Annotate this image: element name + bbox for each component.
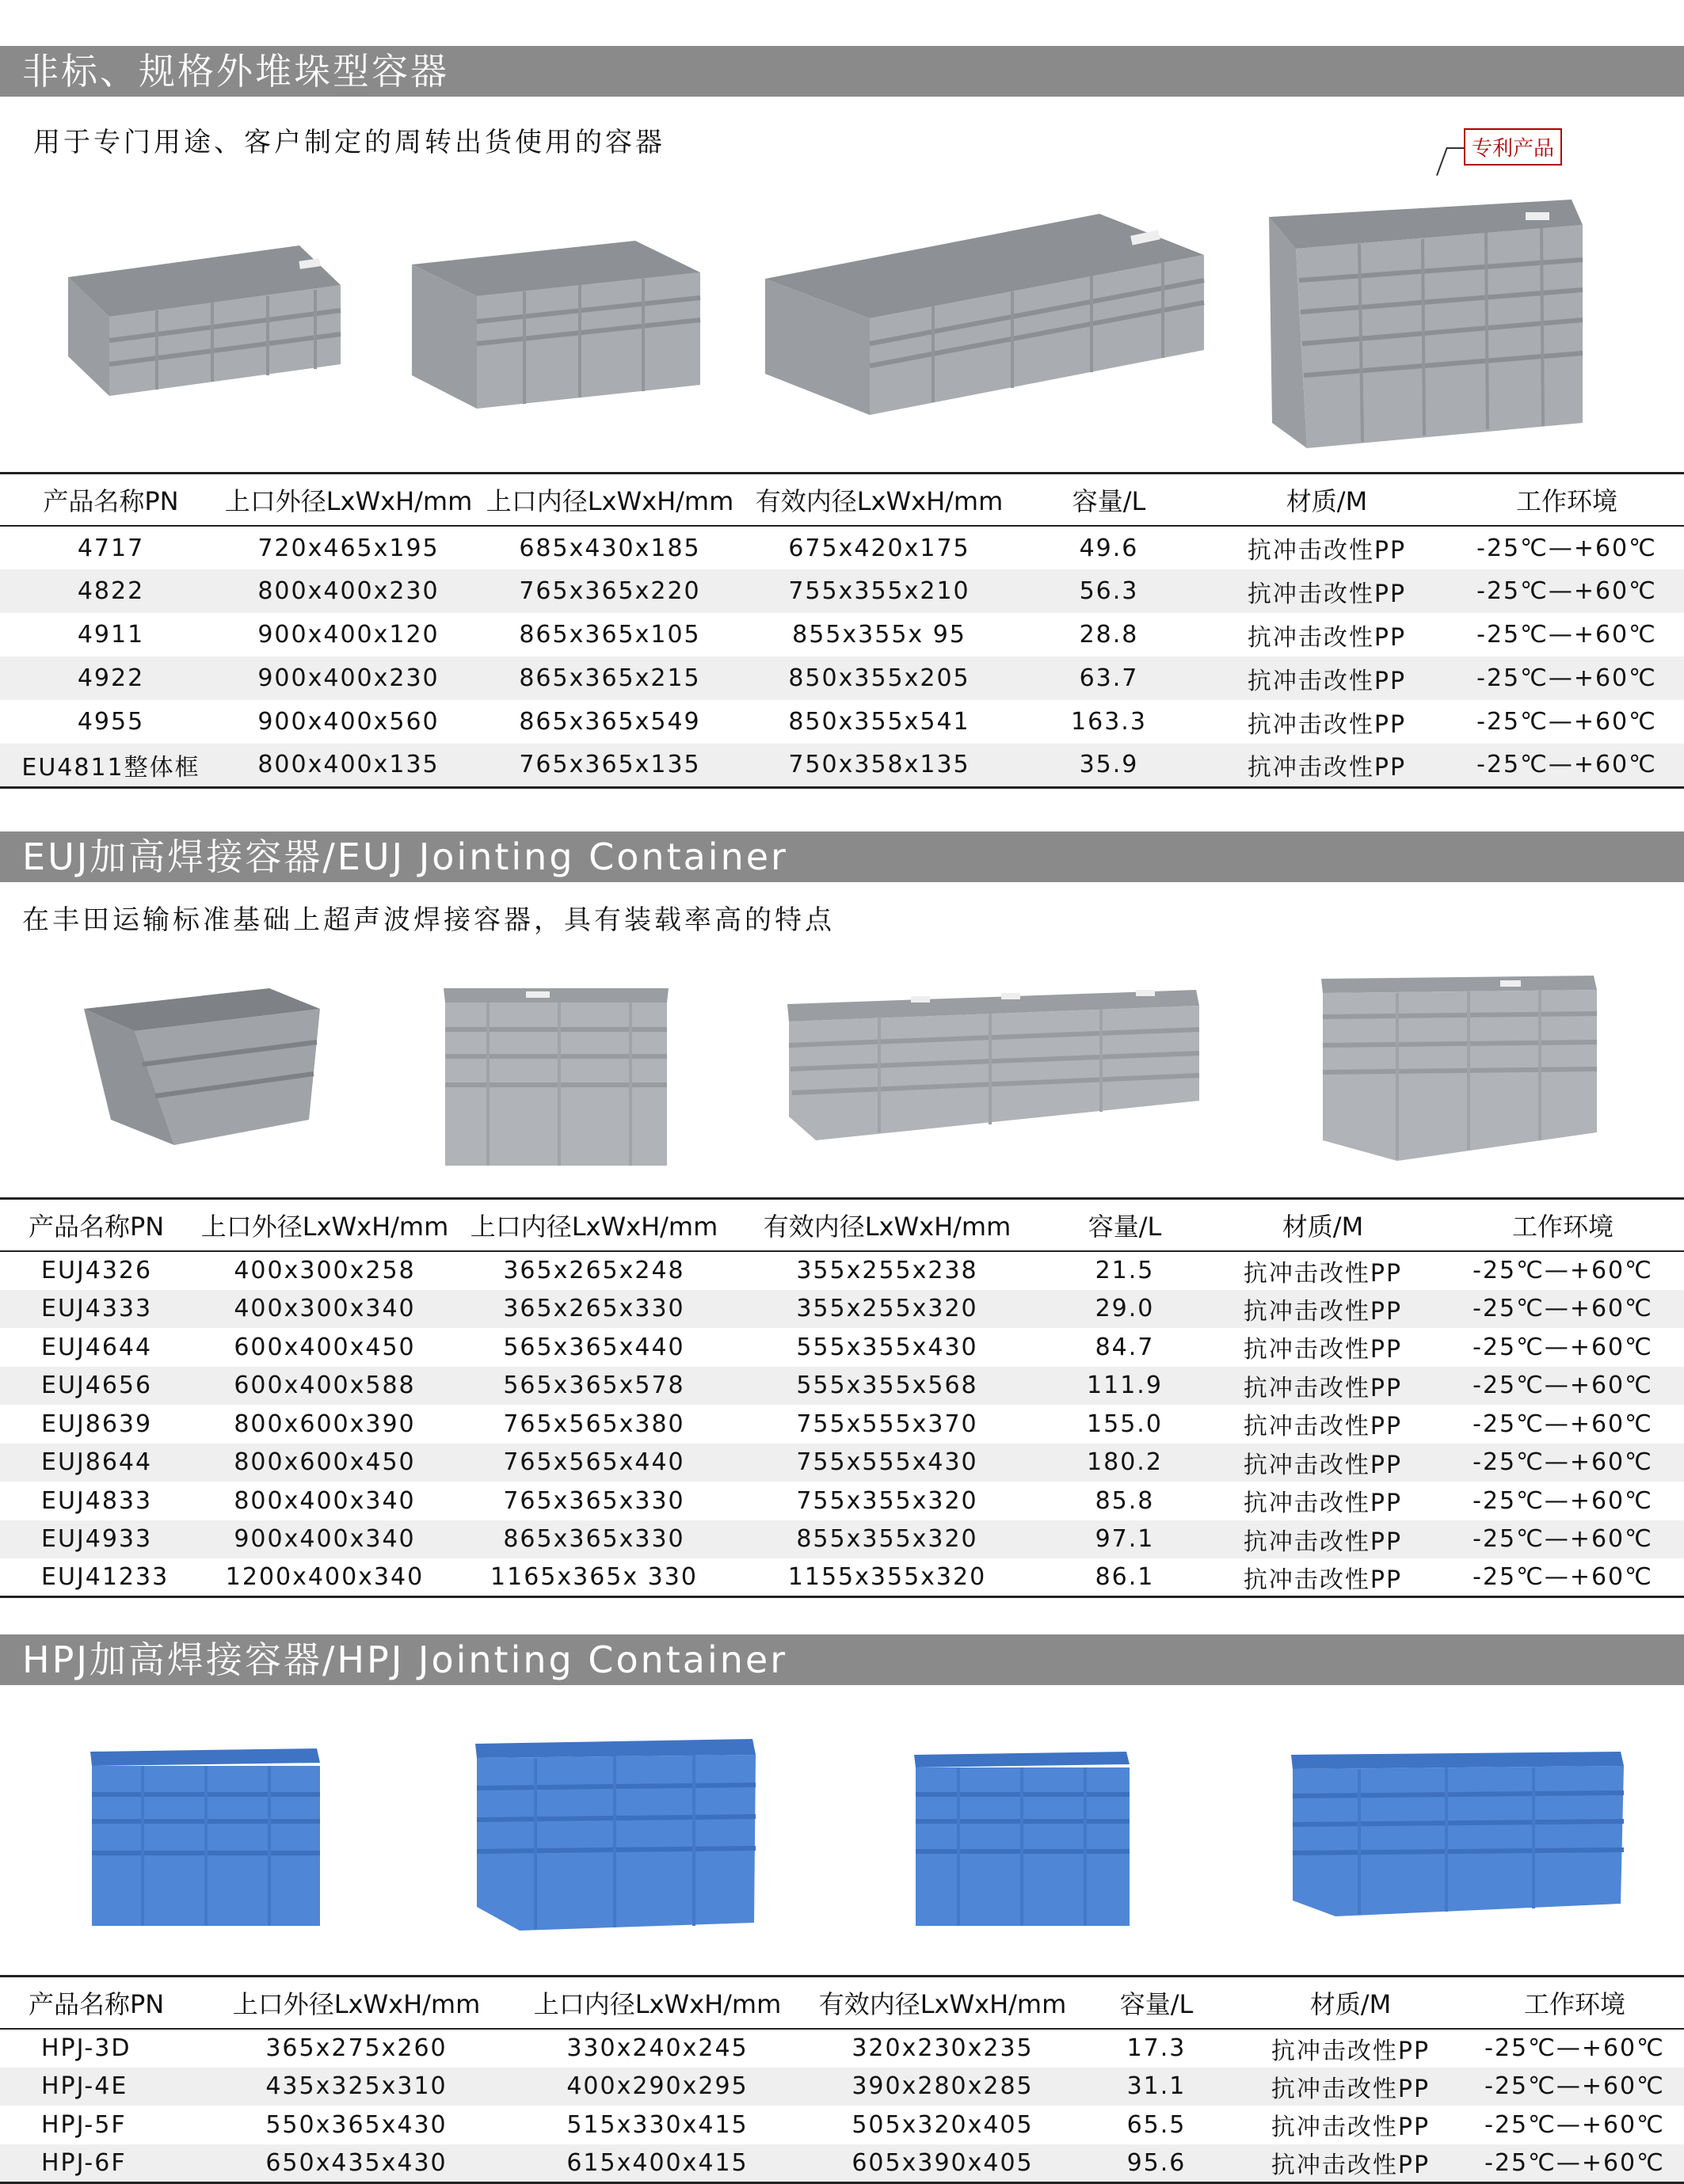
col-header-capacity: 容量/L [1077, 1977, 1236, 2030]
cell-capacity: 31.1 [1077, 2068, 1236, 2106]
cell-outer: 800x600x450 [190, 1444, 459, 1482]
col-header-effective: 有效内径LxWxH/mm [808, 1977, 1077, 2030]
cell-inner: 765x365x135 [475, 744, 745, 787]
cell-inner: 765x365x220 [475, 569, 745, 613]
cell-inner: 615x400x415 [507, 2144, 808, 2183]
cell-effective: 555x355x568 [729, 1367, 1046, 1406]
cell-outer: 800x400x230 [222, 569, 475, 613]
cell-pn: EUJ4644 [41, 1333, 153, 1361]
cell-pn: 4922 [0, 656, 222, 700]
spec-table-hpj [0, 1975, 1684, 2184]
section-subtitle-euj: 在丰田运输标准基础上超声波焊接容器，具有装载率高的特点 [22, 904, 835, 936]
cell-material: 抗冲击改性PP [1243, 1490, 1403, 1518]
cell-pn: EUJ4933 [0, 1520, 190, 1559]
cell-pn: EUJ8639 [41, 1410, 153, 1438]
cell-effective: 555x355x430 [796, 1333, 978, 1361]
cell-material: 抗冲击改性PP [1204, 1290, 1442, 1329]
spec-table-euj [0, 1197, 1684, 1598]
crate-image-hpj-3d [87, 1742, 325, 1932]
col-header-inner: 上口内径LxWxH/mm [475, 474, 745, 527]
patent-tag: 专利产品 [1464, 128, 1562, 166]
cell-outer: 900x400x560 [257, 708, 440, 736]
cell-inner: 865x365x215 [475, 656, 745, 700]
cell-environment: -25℃—+60℃ [1473, 1257, 1653, 1285]
cell-effective: 675x420x175 [788, 534, 970, 562]
col-header-inner: 上口内径LxWxH/mm [507, 1977, 808, 2030]
cell-capacity: 28.8 [1079, 621, 1139, 649]
cell-environment: -25℃—+60℃ [1465, 2068, 1684, 2106]
cell-inner: 765x365x330 [503, 1486, 685, 1515]
cell-material: 抗冲击改性PP [1204, 1444, 1442, 1482]
photo-row-euj [0, 950, 1684, 1204]
cell-capacity: 65.5 [1126, 2110, 1187, 2139]
cell-effective: 355x255x320 [729, 1290, 1046, 1329]
cell-environment: -25℃—+60℃ [1476, 708, 1657, 736]
cell-capacity: 86.1 [1046, 1558, 1204, 1597]
cell-material: 抗冲击改性PP [1204, 1558, 1442, 1597]
cell-material: 抗冲击改性PP [1243, 1259, 1403, 1288]
cell-outer: 650x435x430 [206, 2144, 507, 2183]
photo-row-nonstandard [0, 174, 1684, 459]
table-row [0, 1444, 1684, 1482]
cell-capacity: 155.0 [1087, 1410, 1163, 1438]
cell-environment: -25℃—+60℃ [1465, 2144, 1684, 2183]
col-header-pn: 产品名称PN [0, 474, 222, 527]
section-title-nonstandard: 非标、规格外堆垛型容器 [0, 46, 1684, 97]
cell-environment: -25℃—+60℃ [1450, 744, 1684, 787]
table-row [0, 2144, 1684, 2183]
cell-environment: -25℃—+60℃ [1442, 1290, 1684, 1329]
table-row [0, 1520, 1684, 1559]
crate-image-4955 [1264, 193, 1589, 455]
cell-effective: 750x358x135 [745, 744, 1014, 787]
cell-effective: 390x280x285 [808, 2068, 1077, 2106]
cell-capacity: 17.3 [1126, 2034, 1187, 2063]
col-header-effective: 有效内径LxWxH/mm [729, 1199, 1046, 1252]
cell-pn: EUJ4656 [0, 1367, 190, 1406]
cell-pn: 4911 [77, 621, 145, 649]
cell-pn: EUJ41233 [0, 1558, 190, 1597]
cell-inner: 1165x365x 330 [459, 1558, 729, 1597]
table-header-row [0, 1977, 1684, 2030]
crate-image-hpj-6f [1288, 1745, 1629, 1923]
table-header-row [0, 474, 1684, 527]
cell-effective: 755x555x430 [729, 1444, 1046, 1482]
cell-pn: EU4811整体框 [0, 744, 222, 787]
cell-environment: -25℃—+60℃ [1442, 1520, 1684, 1559]
cell-inner: 365x265x248 [503, 1257, 685, 1285]
col-header-environment: 工作环境 [1450, 474, 1684, 527]
cell-pn: EUJ4833 [41, 1486, 153, 1515]
crate-image-hpj-4e [472, 1733, 759, 1935]
table-row [0, 1328, 1684, 1367]
cell-outer: 900x400x340 [190, 1520, 459, 1559]
cell-effective: 505x320x405 [852, 2110, 1034, 2139]
cell-outer: 600x400x450 [234, 1333, 416, 1361]
crate-image-4717 [62, 238, 347, 404]
cell-inner: 400x290x295 [507, 2068, 808, 2106]
cell-material: 抗冲击改性PP [1204, 1520, 1442, 1559]
cell-outer: 800x600x390 [234, 1410, 416, 1438]
table-row [0, 1367, 1684, 1406]
cell-material: 抗冲击改性PP [1247, 537, 1407, 565]
col-header-environment: 工作环境 [1465, 1977, 1684, 2030]
cell-capacity: 95.6 [1077, 2144, 1236, 2183]
cell-capacity: 84.7 [1095, 1333, 1155, 1361]
cell-material: 抗冲击改性PP [1236, 2144, 1465, 2183]
table-body-nonstandard [0, 526, 1684, 787]
cell-environment: -25℃—+60℃ [1442, 1558, 1684, 1597]
cell-outer: 400x300x340 [190, 1290, 459, 1329]
cell-outer: 600x400x588 [190, 1367, 459, 1406]
col-header-inner: 上口内径LxWxH/mm [459, 1199, 729, 1252]
cell-effective: 755x555x370 [796, 1410, 978, 1438]
cell-outer: 400x300x258 [234, 1257, 416, 1285]
table-body-hpj [0, 2029, 1684, 2182]
cell-environment: -25℃—+60℃ [1450, 569, 1684, 613]
cell-material: 抗冲击改性PP [1247, 710, 1407, 739]
col-header-capacity: 容量/L [1014, 474, 1204, 527]
cell-inner: 515x330x415 [566, 2110, 749, 2139]
cell-material: 抗冲击改性PP [1204, 569, 1450, 613]
cell-outer: 550x365x430 [265, 2110, 448, 2139]
cell-material: 抗冲击改性PP [1204, 656, 1450, 700]
cell-pn: EUJ4333 [0, 1290, 190, 1329]
cell-inner: 365x265x330 [459, 1290, 729, 1329]
cell-material: 抗冲击改性PP [1247, 623, 1407, 652]
cell-effective: 855x355x 95 [792, 621, 966, 649]
cell-capacity: 111.9 [1046, 1367, 1204, 1406]
cell-pn: HPJ-6F [0, 2144, 206, 2183]
cell-environment: -25℃—+60℃ [1442, 1444, 1684, 1482]
cell-pn: HPJ-3D [41, 2034, 131, 2063]
cell-inner: 565x365x578 [459, 1367, 729, 1406]
col-header-material: 材质/M [1204, 474, 1450, 527]
table-row [0, 569, 1684, 613]
cell-capacity: 35.9 [1014, 744, 1204, 787]
cell-outer: 800x400x135 [222, 744, 475, 787]
table-header-row [0, 1199, 1684, 1252]
section-title-euj: EUJ加高焊接容器/EUJ Jointing Container [0, 831, 1684, 882]
crate-image-hpj-5f [911, 1745, 1134, 1932]
table-row [0, 656, 1684, 700]
crate-image-euj-2 [440, 974, 673, 1172]
cell-material: 抗冲击改性PP [1271, 2114, 1431, 2142]
col-header-effective: 有效内径LxWxH/mm [745, 474, 1014, 527]
cell-capacity: 29.0 [1046, 1290, 1204, 1329]
cell-inner: 565x365x440 [503, 1333, 685, 1361]
photo-row-hpj [0, 1710, 1684, 1948]
cell-capacity: 21.5 [1095, 1257, 1155, 1285]
cell-effective: 755x355x210 [745, 569, 1014, 613]
cell-inner: 865x365x330 [459, 1520, 729, 1559]
cell-environment: -25℃—+60℃ [1473, 1486, 1653, 1515]
cell-capacity: 163.3 [1071, 708, 1147, 736]
cell-pn: 4955 [77, 708, 145, 736]
cell-effective: 755x355x320 [796, 1486, 978, 1515]
section-subtitle-nonstandard: 用于专门用途、客户制定的周转出货使用的容器 [33, 127, 665, 158]
col-header-outer: 上口外径LxWxH/mm [206, 1977, 507, 2030]
cell-material: 抗冲击改性PP [1236, 2068, 1465, 2106]
cell-environment: -25℃—+60℃ [1484, 2110, 1665, 2139]
cell-material: 抗冲击改性PP [1243, 1413, 1403, 1441]
crate-image-euj-3 [784, 982, 1204, 1148]
cell-effective: 1155x355x320 [729, 1558, 1046, 1597]
table-body-euj [0, 1251, 1684, 1597]
table-row [0, 613, 1684, 656]
cell-capacity: 85.8 [1095, 1486, 1155, 1515]
table-row [0, 2106, 1684, 2144]
cell-pn: HPJ-4E [0, 2068, 206, 2106]
cell-material: 抗冲击改性PP [1204, 1367, 1442, 1406]
cell-capacity: 63.7 [1014, 656, 1204, 700]
crate-image-4911 [759, 207, 1210, 421]
table-row [0, 2068, 1684, 2106]
cell-effective: 320x230x235 [852, 2034, 1034, 2063]
cell-outer: 365x275x260 [265, 2034, 448, 2063]
cell-outer: 900x400x230 [222, 656, 475, 700]
cell-inner: 685x430x185 [519, 534, 701, 562]
patent-tag-pointer [1446, 147, 1464, 149]
spec-table-nonstandard [0, 472, 1684, 789]
patent-tag-pointer-diagonal [1436, 147, 1448, 176]
cell-capacity: 49.6 [1079, 534, 1139, 562]
cell-environment: -25℃—+60℃ [1476, 621, 1657, 649]
table-row [0, 2029, 1684, 2068]
crate-image-euj-1 [79, 985, 325, 1151]
cell-capacity: 180.2 [1046, 1444, 1204, 1482]
cell-outer: 720x465x195 [257, 534, 440, 562]
cell-effective: 605x390x405 [808, 2144, 1077, 2183]
cell-capacity: 97.1 [1046, 1520, 1204, 1559]
cell-pn: HPJ-5F [41, 2110, 127, 2139]
cell-environment: -25℃—+60℃ [1473, 1410, 1653, 1438]
col-header-outer: 上口外径LxWxH/mm [190, 1199, 459, 1252]
col-header-outer: 上口外径LxWxH/mm [222, 474, 475, 527]
cell-effective: 355x255x238 [796, 1257, 978, 1285]
cell-inner: 865x365x549 [519, 708, 701, 736]
cell-inner: 865x365x105 [519, 621, 701, 649]
cell-pn: 4822 [0, 569, 222, 613]
col-header-capacity: 容量/L [1046, 1199, 1204, 1252]
cell-environment: -25℃—+60℃ [1473, 1333, 1653, 1361]
cell-material: 抗冲击改性PP [1271, 2037, 1431, 2065]
cell-inner: 330x240x245 [566, 2034, 749, 2063]
col-header-pn: 产品名称PN [0, 1977, 206, 2030]
cell-effective: 850x355x541 [788, 708, 970, 736]
cell-outer: 800x400x340 [234, 1486, 416, 1515]
cell-inner: 765x565x440 [459, 1444, 729, 1482]
cell-material: 抗冲击改性PP [1243, 1336, 1403, 1364]
table-row [0, 1251, 1684, 1290]
cell-pn: EUJ4326 [41, 1257, 153, 1285]
section-title-hpj: HPJ加高焊接容器/HPJ Jointing Container [0, 1634, 1684, 1685]
crate-image-4822 [406, 233, 707, 415]
cell-outer: 1200x400x340 [190, 1558, 459, 1597]
table-row [0, 1290, 1684, 1329]
cell-effective: 850x355x205 [745, 656, 1014, 700]
cell-outer: 900x400x120 [257, 621, 440, 649]
cell-material: 抗冲击改性PP [1204, 744, 1450, 787]
cell-environment: -25℃—+60℃ [1476, 534, 1657, 562]
cell-effective: 855x355x320 [729, 1520, 1046, 1559]
table-row [0, 526, 1684, 569]
col-header-pn: 产品名称PN [0, 1199, 190, 1252]
cell-environment: -25℃—+60℃ [1442, 1367, 1684, 1406]
cell-outer: 435x325x310 [206, 2068, 507, 2106]
crate-image-euj-4 [1318, 966, 1603, 1164]
cell-environment: -25℃—+60℃ [1450, 656, 1684, 700]
cell-environment: -25℃—+60℃ [1484, 2034, 1665, 2063]
col-header-material: 材质/M [1236, 1977, 1465, 2030]
cell-capacity: 56.3 [1014, 569, 1204, 613]
table-row [0, 744, 1684, 787]
cell-pn: 4717 [77, 534, 145, 562]
table-row [0, 1405, 1684, 1444]
table-row [0, 1482, 1684, 1520]
table-row [0, 700, 1684, 744]
col-header-environment: 工作环境 [1442, 1199, 1684, 1252]
table-row [0, 1558, 1684, 1597]
cell-pn: EUJ8644 [0, 1444, 190, 1482]
cell-inner: 765x565x380 [503, 1410, 685, 1438]
col-header-material: 材质/M [1204, 1199, 1442, 1252]
